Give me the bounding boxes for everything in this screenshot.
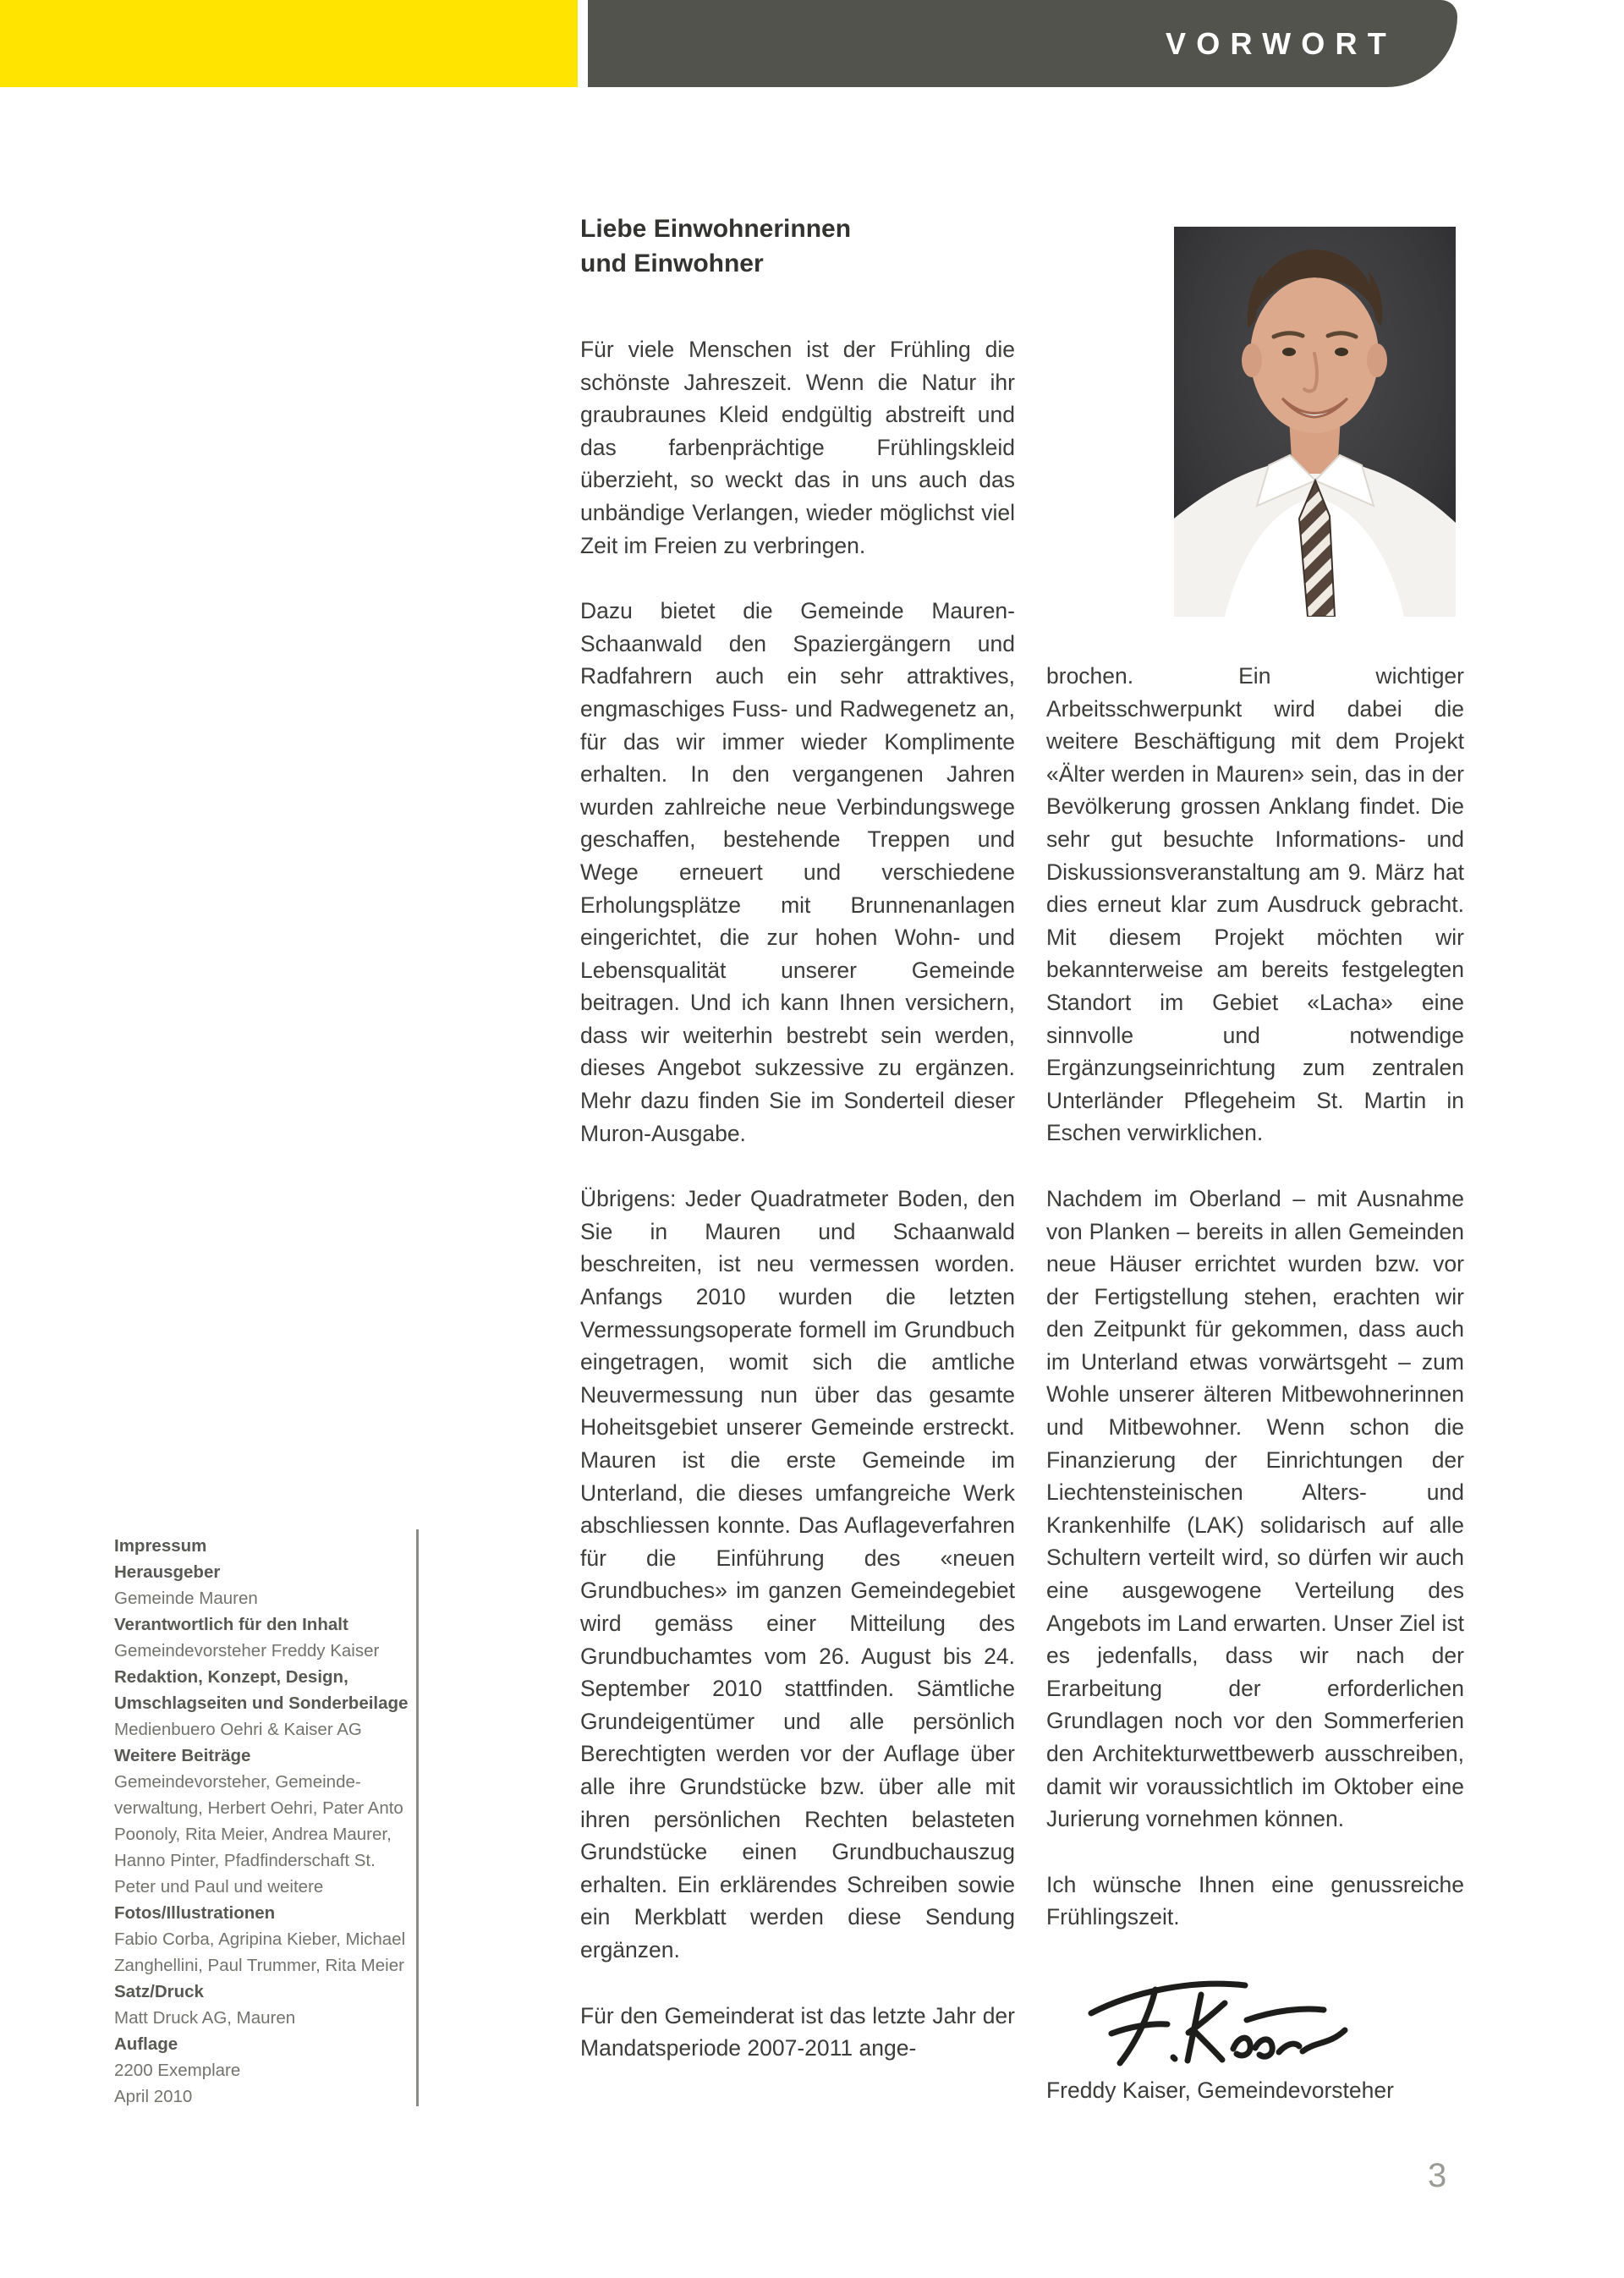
impressum-line: Hanno Pinter, Pfadfinderschaft St. (114, 1851, 376, 1870)
signature-image (1081, 1961, 1360, 2075)
right-column (1046, 660, 1464, 1967)
impressum-line: Fotos/Illustrationen (114, 1903, 276, 1923)
body-paragraph: Übrigens: Jeder Quadratmeter Boden, den Sie in Mauren und Schaanwald beschreiten, ist neu vermessen worden. Anfangs 2010 wurden die letzten Vermessungsoperate formell im Grundbuch eingetragen, womit sich die amtliche Neuvermessung nun über das gesamte Hoheitsgebiet unserer Gemeinde erstreckt. Mauren ist die erste Gemeinde im Unterland, die dieses umfangreiche Werk abschliessen konnte. Das Auflageverfahren für die Einführung des «neuen Grundbuches» im ganzen Gemeindegebiet wird gemäss einer Mitteilung des Grundbuchamtes vom 26. August bis 24. September 2010 stattfinden. Sämtliche Grundeigentümer und alle persönlich Berechtigten werden vor der Auflage über alle ihre Grundstücke bzw. über alle mit ihren persönlichen Rechten belasteten Grundstücke einen Grundbuchauszug erhalten. Ein erklärendes Schreiben sowie ein Merkblatt werden diese Sendung ergänzen. (580, 1186, 1015, 1962)
impressum-line: Peter und Paul und weitere (114, 1877, 324, 1897)
greeting-line-1: Liebe Einwohnerinnen (580, 215, 852, 243)
signature-name: Freddy Kaiser, Gemeindevorsteher (1046, 2078, 1394, 2103)
greeting-heading (580, 211, 1015, 281)
impressum-line: Redaktion, Konzept, Design, (114, 1667, 348, 1687)
body-paragraph: Für den Gemeinderat ist das letzte Jahr der Mandatsperiode 2007-2011 ange- (580, 2002, 1015, 2061)
yellow-accent-block (0, 0, 578, 87)
impressum-line: 2200 Exemplare (114, 2061, 241, 2080)
header-bar (588, 0, 1457, 87)
body-paragraph: Ich wünsche Ihnen eine genussreiche Frühlingszeit. (1046, 1871, 1464, 1930)
impressum-line: April 2010 (114, 2087, 193, 2106)
impressum-line: Poonoly, Rita Meier, Andrea Maurer, (114, 1825, 392, 1844)
impressum-line: Herausgeber (114, 1562, 221, 1582)
impressum (114, 1533, 410, 2110)
body-paragraph: brochen. Ein wichtiger Arbeitsschwerpunkt wird dabei die weitere Beschäftigung mit dem Projekt «Älter werden in Mauren» sein, das in der Bevölkerung grossen Anklang findet. Die sehr gut besuchte Informations- und Diskussionsveranstaltung am 9. März hat dies erneut klar zum Ausdruck gebracht. Mit diesem Projekt möchten wir bekannterweise am bereits festgelegten Standort im Gebiet «Lacha» eine sinnvolle und notwendige Ergänzungseinrichtung zum zentralen Unterländer Pflegeheim St. Martin in Eschen verwirklichen. (1046, 663, 1464, 1146)
body-paragraph: Für viele Menschen ist der Frühling die schönste Jahreszeit. Wenn die Natur ihr graubraunes Kleid endgültig abstreift und das farbenprächtige Frühlingskleid überzieht, so weckt das in uns auch das unbändige Verlangen, wieder möglichst viel Zeit im Freien zu verbringen. (580, 337, 1015, 558)
greeting-line-2: und Einwohner (580, 250, 764, 277)
impressum-line: Medienbuero Oehri & Kaiser AG (114, 1720, 362, 1739)
left-column (580, 333, 1015, 2098)
impressum-line: Gemeindevorsteher, Gemeinde- (114, 1772, 361, 1792)
impressum-line: Gemeinde Mauren (114, 1589, 258, 1608)
body-paragraph: Dazu bietet die Gemeinde Mauren-Schaanwald den Spaziergängern und Radfahrern auch ein sehr attraktives, engmaschiges Fuss- und Radwegenetz an, für das wir immer wieder Komplimente erhalten. In den vergangenen Jahren wurden zahlreiche neue Verbindungswege geschaffen, bestehende Treppen und Wege erneuert und verschiedene Erholungsplätze mit Brunnenanlagen eingerichtet, die zur hohen Wohn- und Lebensqualität unserer Gemeinde beitragen. Und ich kann Ihnen versichern, dass wir weiterhin bestrebt sein werden, dieses Angebot sukzessive zu ergänzen. Mehr dazu finden Sie im Sonderteil dieser Muron-Ausgabe. (580, 598, 1015, 1146)
impressum-line: Zanghellini, Paul Trummer, Rita Meier (114, 1956, 404, 1975)
impressum-line: Fabio Corba, Agripina Kieber, Michael (114, 1929, 406, 1949)
impressum-line: verwaltung, Herbert Oehri, Pater Anto (114, 1798, 403, 1818)
impressum-line: Umschlagseiten und Sonderbeilage (114, 1693, 409, 1713)
impressum-line: Satz/Druck (114, 1982, 204, 2001)
page-title: VORWORT (1165, 25, 1396, 61)
body-paragraph: Nachdem im Oberland – mit Ausnahme von Planken – bereits in allen Gemeinden neue Häuser errichtet wurden bzw. vor der Fertigstellung stehen, erachten wir den Zeitpunkt für gekommen, dass auch im Unterland etwas vorwärtsgeht – zum Wohle unserer älteren Mitbewohnerinnen und Mitbewohner. Wenn schon die Finanzierung der Einrichtungen der Liechtensteinischen Alters- und Krankenhilfe (LAK) solidarisch auf alle Schultern verteilt wird, so dürfen wir auch eine ausgewogene Verteilung des Angebots im Land erwarten. Unser Ziel ist es jedenfalls, dass wir nach der Erarbeitung der erforderlichen Grundlagen noch vor den Sommerferien den Architekturwettbewerb ausschreiben, damit wir voraussichtlich im Oktober eine Jurierung vornehmen können. (1046, 1185, 1464, 1832)
portrait-photo (1174, 227, 1456, 617)
impressum-line: Verantwortlich für den Inhalt (114, 1615, 348, 1634)
impressum-line: Weitere Beiträge (114, 1746, 251, 1765)
page-number: 3 (1428, 2157, 1447, 2194)
impressum-divider-line (416, 1529, 419, 2106)
impressum-line: Gemeindevorsteher Freddy Kaiser (114, 1641, 380, 1660)
impressum-line: Auflage (114, 2034, 178, 2054)
impressum-line: Matt Druck AG, Mauren (114, 2008, 296, 2028)
impressum-line: Impressum (114, 1536, 207, 1556)
